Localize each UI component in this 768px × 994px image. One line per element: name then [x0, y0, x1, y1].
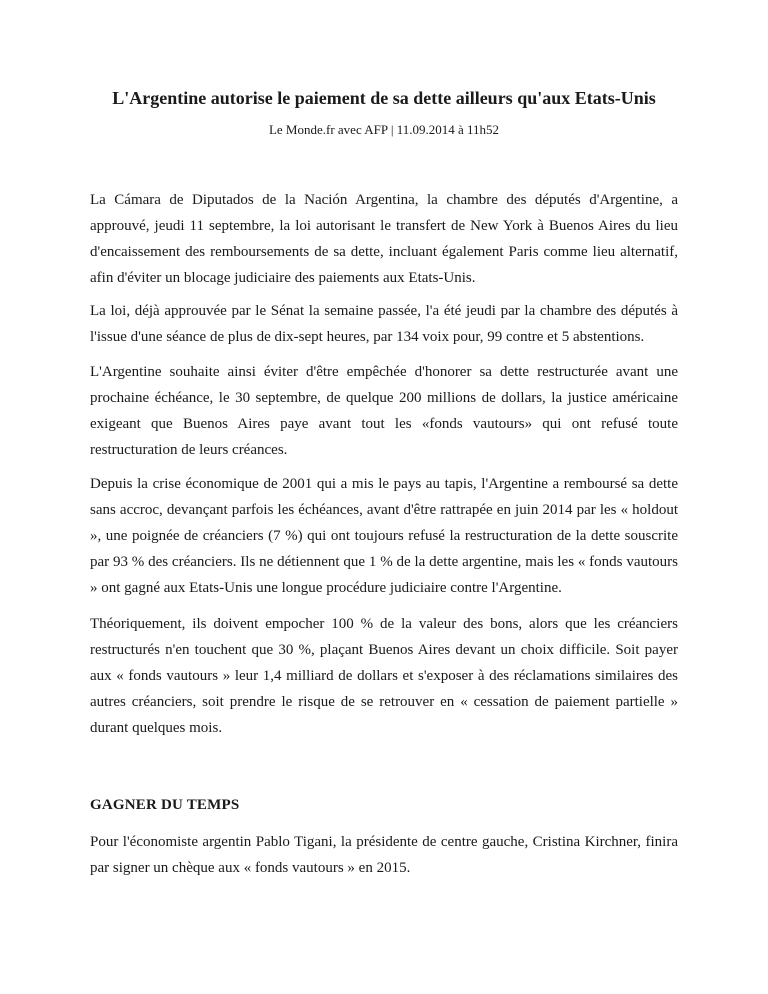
paragraph: La loi, déjà approuvée par le Sénat la semaine passée, l'a été jeudi par la chambre des députés à l'issue d'une séance de plus de dix-sept heures, par 134 voix pour, 99 contre et 5 abstentions.	[90, 303, 678, 345]
paragraph: La Cámara de Diputados de la Nación Argentina, la chambre des députés d'Argentine, a approuvé, jeudi 11 septembre, la loi autorisant le transfert de New York à Buenos Aires du lieu d'encaissement des remboursements de sa dette, incluant également Paris comme lieu alternatif, afin d'éviter un blocage judiciaire des paiements aux Etats-Unis.	[90, 192, 678, 286]
paragraph: Pour l'économiste argentin Pablo Tigani, la présidente de centre gauche, Cristina Kirchner, finira par signer un chèque aux « fonds vautours » en 2015.	[90, 834, 678, 876]
paragraph: L'Argentine souhaite ainsi éviter d'être empêchée d'honorer sa dette restructurée avant une prochaine échéance, le 30 septembre, de quelque 200 millions de dollars, la justice américaine exigeant que Buenos Aires paye avant tout les «fonds vautours» qui ont refusé toute restructuration de leurs créances.	[90, 364, 678, 458]
paragraph: Théoriquement, ils doivent empocher 100 % de la valeur des bons, alors que les créanciers restructurés n'en touchent que 30 %, plaçant Buenos Aires devant un choix difficile. Soit payer aux « fonds vautours » leur 1,4 milliard de dollars et s'exposer à des réclamations similaires des autres créanciers, soit prendre le risque de se retrouver en « cessation de paiement partielle » durant quelques mois.	[90, 616, 678, 736]
article-byline: Le Monde.fr avec AFP | 11.09.2014 à 11h52	[268, 122, 500, 137]
paragraph: Depuis la crise économique de 2001 qui a mis le pays au tapis, l'Argentine a remboursé sa dette sans accroc, devançant parfois les échéances, avant d'être rattrapée en juin 2014 par les « holdout », une poignée de créanciers (7 %) qui ont toujours refusé la restructuration de la dette souscrite par 93 % des créanciers. Ils ne détiennent que 1 % de la dette argentine, mais les « fonds vautours » ont gagné aux Etats-Unis une longue procédure judiciaire contre l'Argentine.	[90, 476, 678, 596]
section-heading: GAGNER DU TEMPS	[90, 797, 240, 813]
article-title: L'Argentine autorise le paiement de sa dette ailleurs qu'aux Etats-Unis	[112, 88, 656, 108]
article-body	[90, 187, 678, 741]
